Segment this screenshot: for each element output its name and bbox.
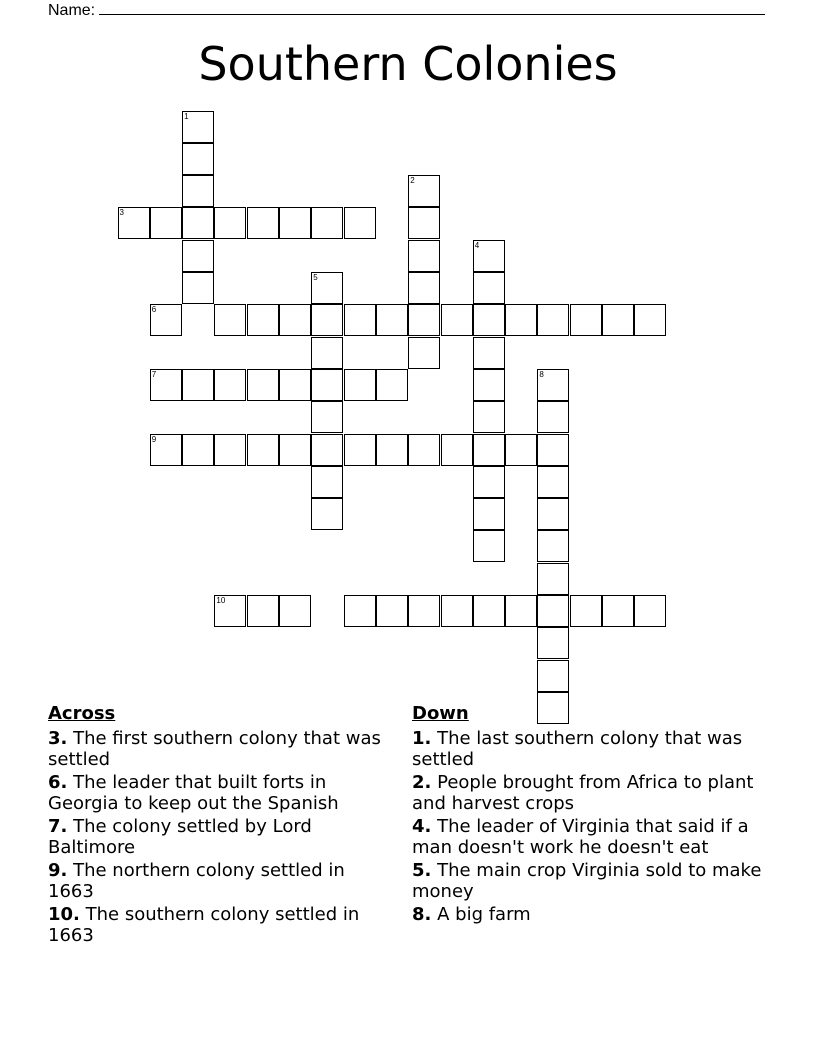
clue-number-label: 5 [313,273,318,282]
grid-cell[interactable] [311,401,343,433]
grid-cell[interactable] [570,595,602,627]
grid-cell[interactable] [150,434,182,466]
clue-number-label: 2 [410,176,415,186]
grid-cell[interactable] [247,207,279,239]
clue-text: The leader of Virginia that said if a man doesn't work he doesn't eat [412,816,749,858]
grid-cell[interactable] [537,369,569,401]
grid-cell[interactable] [182,143,214,175]
clue-text: The main crop Virginia sold to make money [412,860,762,902]
grid-cell[interactable] [376,595,408,627]
grid-cell[interactable] [311,466,343,498]
clue-number-label: 1 [184,111,189,121]
grid-cell[interactable] [311,498,343,530]
clue-number: 10. [48,904,80,925]
grid-cell[interactable] [473,369,505,401]
clue-number-label: 6 [151,305,157,315]
grid-cell[interactable] [441,595,473,627]
grid-cell[interactable] [344,304,376,336]
grid-cell[interactable] [537,401,569,433]
grid-cell[interactable] [150,207,182,239]
clue-number: 4. [412,816,432,837]
clue-text: The first southern colony that was settled [48,728,381,770]
grid-cell[interactable] [473,595,505,627]
grid-cell[interactable] [408,434,440,466]
clue-number: 1. [412,728,432,749]
grid-cell[interactable] [408,304,440,336]
grid-cell[interactable] [182,175,214,207]
grid-cell[interactable] [537,627,569,659]
grid-cell[interactable] [311,207,343,239]
grid-cell[interactable] [634,595,666,627]
grid-cell[interactable] [505,304,537,336]
grid-cell[interactable] [602,304,634,336]
grid-cell[interactable] [473,466,505,498]
grid-cell[interactable] [473,498,505,530]
clue-number-label: 7 [151,369,157,379]
grid-cell[interactable] [408,272,440,304]
grid-cell[interactable] [344,434,376,466]
grid-cell[interactable] [376,369,408,401]
grid-cell[interactable] [182,434,214,466]
clue-number: 8. [412,904,432,925]
clue-down-2 [412,772,782,814]
grid-cell[interactable] [634,304,666,336]
grid-cell[interactable] [473,434,505,466]
grid-cell[interactable] [279,595,311,627]
grid-cell[interactable] [182,111,214,143]
clue-number: 3. [48,728,68,749]
clue-across-6 [48,772,393,814]
grid-cell[interactable] [214,434,246,466]
grid-cell[interactable] [537,660,569,692]
clue-across-9 [48,860,393,902]
grid-cell[interactable] [473,337,505,369]
clue-number-label: 4 [474,240,480,250]
grid-cell[interactable] [441,304,473,336]
clue-text: The northern colony settled in 1663 [48,860,345,902]
clue-text: The last southern colony that was settled [412,728,743,770]
grid-cell[interactable] [182,240,214,272]
grid-cell[interactable] [344,595,376,627]
grid-cell[interactable] [376,434,408,466]
grid-cell[interactable] [537,498,569,530]
grid-cell[interactable] [408,337,440,369]
clue-number: 5. [412,860,432,881]
grid-cell[interactable] [408,595,440,627]
clue-text: A big farm [437,904,531,925]
grid-cell[interactable] [537,595,569,627]
clue-number: 6. [48,772,68,793]
grid-cell[interactable] [441,434,473,466]
grid-cell[interactable] [247,595,279,627]
across-heading: Across [48,703,116,724]
clue-number: 9. [48,860,68,881]
grid-cell[interactable] [602,595,634,627]
grid-cell[interactable] [118,207,150,239]
clue-text: The colony settled by Lord Baltimore [48,816,312,858]
grid-cell[interactable] [311,369,343,401]
grid-cell[interactable] [537,563,569,595]
clue-across-7 [48,816,393,858]
grid-cell[interactable] [505,434,537,466]
grid-cell[interactable] [214,207,246,239]
grid-cell[interactable] [214,369,246,401]
clue-number-label: 3 [119,208,124,218]
grid-cell[interactable] [344,207,376,239]
grid-cell[interactable] [537,530,569,562]
clue-across-3 [48,728,393,770]
clue-text: The southern colony settled in 1663 [48,904,360,946]
grid-cell[interactable] [408,207,440,239]
grid-cell[interactable] [311,434,343,466]
grid-cell[interactable] [344,369,376,401]
grid-cell[interactable] [473,530,505,562]
grid-cell[interactable] [537,466,569,498]
grid-cell[interactable] [473,272,505,304]
grid-cell[interactable] [214,595,246,627]
grid-cell[interactable] [279,369,311,401]
grid-cell[interactable] [537,434,569,466]
name-label: Name: [48,2,96,19]
grid-cell[interactable] [311,272,343,304]
grid-cell[interactable] [182,272,214,304]
grid-cell[interactable] [279,434,311,466]
grid-cell[interactable] [408,175,440,207]
clue-across-10 [48,904,393,946]
clue-number-label: 9 [151,434,157,444]
grid-cell[interactable] [311,304,343,336]
grid-cell[interactable] [150,304,182,336]
clue-down-5 [412,860,782,902]
page-title: Southern Colonies [198,37,618,91]
grid-cell[interactable] [182,369,214,401]
clue-down-1 [412,728,782,770]
grid-cell[interactable] [311,337,343,369]
grid-cell[interactable] [279,207,311,239]
grid-cell[interactable] [150,369,182,401]
grid-cell[interactable] [473,240,505,272]
grid-cell[interactable] [473,401,505,433]
grid-cell[interactable] [376,304,408,336]
clue-number: 7. [48,816,68,837]
clue-number-label: 10 [216,596,226,605]
grid-cell[interactable] [408,240,440,272]
grid-cell[interactable] [473,304,505,336]
grid-cell[interactable] [279,304,311,336]
grid-cell[interactable] [505,595,537,627]
down-heading: Down [412,703,469,724]
grid-cell[interactable] [247,434,279,466]
clue-text: The leader that built forts in Georgia to keep out the Spanish [48,772,339,814]
clue-text: People brought from Africa to plant and harvest crops [412,772,754,814]
grid-cell[interactable] [537,304,569,336]
grid-cell[interactable] [247,304,279,336]
grid-cell[interactable] [247,369,279,401]
clue-number-label: 8 [539,369,544,379]
grid-cell[interactable] [570,304,602,336]
down-clues [412,703,782,927]
clue-down-8 [412,904,782,925]
clue-down-4 [412,816,782,858]
across-clues [48,703,393,948]
grid-cell[interactable] [182,207,214,239]
grid-cell[interactable] [214,304,246,336]
clue-number: 2. [412,772,432,793]
